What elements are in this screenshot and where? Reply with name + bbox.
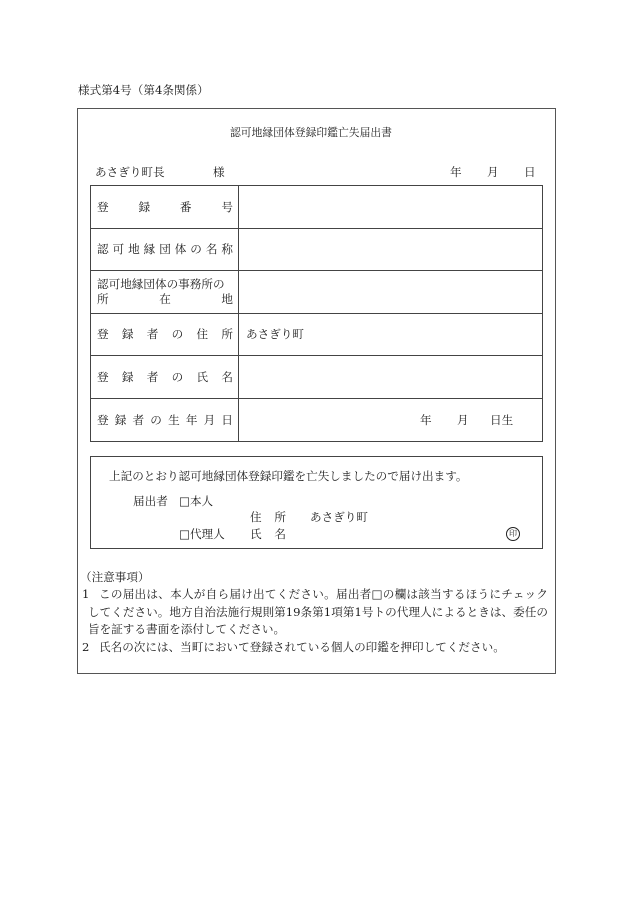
spread-glyph: 地 [221,292,233,307]
group-name-label-cell [91,229,239,272]
spread-glyph: 生 [168,412,180,427]
spread-glyph: 日 [221,412,233,427]
office-location-label-line1: 認可地縁団体の事務所の [97,277,225,292]
spread-glyph: 者 [132,412,145,427]
spread-glyph: 地 [128,242,140,257]
spread-glyph: 住 [196,327,209,342]
note-2-line-1: 氏名の次には、当町において登録されている個人の印鑑を押印してください。 [99,640,505,654]
spread-glyph: 所 [97,292,109,307]
spread-glyph: 登 [97,369,109,384]
registration-number-label-cell [91,186,239,229]
birthdate-month-label: 月 [457,412,469,427]
spread-glyph: 所 [274,510,286,524]
registrant-address-value: あさぎり町 [246,327,304,342]
declaration-box [90,456,543,549]
spread-glyph: 氏 [250,527,262,541]
note-1-number: 1 [82,587,90,601]
spread-glyph: 録 [121,327,134,342]
registration-number-value [239,186,542,229]
note-1-line-1: この届出は、本人が自ら届け出てください。届出者□の欄は該当するほうにチェック [99,587,548,601]
spread-glyph: 住 [250,510,262,524]
spread-glyph: 号 [221,199,233,214]
spread-glyph: 名 [274,527,286,541]
registrant-name-label [97,370,233,384]
spread-glyph: の [150,412,162,427]
group-name-value [239,229,542,272]
note-1-line-2: してください。地方自治法施行規則第19条第1項第1号トの代理人によるときは、委任の [88,605,548,619]
date-month-label: 月 [487,165,499,179]
spread-glyph: 名 [221,369,233,384]
spread-glyph: 氏 [196,369,209,384]
seal-mark: 印 [506,527,520,541]
registrant-address-label [97,327,233,341]
registrant-address-value-cell [239,314,542,357]
address-value: あさぎり町 [310,510,368,524]
option-agent-checkbox: □代理人 [179,527,225,541]
registrant-name-value [239,356,542,399]
birthdate-year-label: 年 [420,412,432,427]
spread-glyph: 月 [203,412,216,427]
note-2-number: 2 [82,640,90,654]
registrant-birthdate-label [97,413,233,427]
date-year-label: 年 [450,165,462,179]
registration-table [90,185,543,442]
addressee: あさぎり町長 [95,165,165,179]
office-location-value [239,271,542,314]
spread-glyph: 録 [121,369,134,384]
spread-glyph: 録 [114,412,127,427]
registrant-birthdate-value-cell [239,399,542,442]
addressee-honorific: 様 [213,165,225,179]
registrant-birthdate-label-cell [91,399,239,442]
spread-glyph: 縁 [143,242,156,257]
spread-glyph: 登 [97,327,109,342]
spread-glyph: の [190,242,202,257]
address-label-text [250,510,286,524]
spread-glyph: 者 [146,327,159,342]
spread-glyph: 称 [221,242,233,257]
office-location-label-line2 [97,292,233,306]
spread-glyph: 団 [159,242,171,257]
spread-glyph: 登 [97,412,109,427]
form-number: 様式第4号（第4条関係） [78,83,209,97]
spread-glyph: 名 [205,242,218,257]
spread-glyph: 録 [138,199,151,214]
notes-heading: （注意事項） [80,570,150,584]
spread-glyph: 体 [174,242,187,257]
form-title: 認可地縁団体登録印鑑亡失届出書 [230,126,392,139]
applicant-label: 届出者 [133,494,168,508]
spread-glyph: 者 [146,369,159,384]
spread-glyph: 可 [112,242,125,257]
registration-number-label [97,200,233,214]
spread-glyph: 番 [179,199,192,214]
spread-glyph: の [171,369,184,384]
office-location-label-cell [91,271,239,314]
spread-glyph: の [171,327,184,342]
registrant-name-label-cell [91,356,239,399]
spread-glyph: 年 [185,412,198,427]
spread-glyph: 在 [159,292,171,307]
date-day-label: 日 [524,165,536,179]
spread-glyph: 認 [97,242,109,257]
birthdate-day-label: 日生 [490,412,514,427]
address-label [250,510,286,524]
declaration-statement: 上記のとおり認可地縁団体登録印鑑を亡失しましたので届け出ます。 [109,469,468,483]
spread-glyph: 登 [97,199,109,214]
name-label-text [250,527,286,541]
option-self-checkbox: □本人 [179,494,214,508]
note-1-line-3: 旨を証する書面を添付してください。 [88,622,286,636]
registrant-address-label-cell [91,314,239,357]
group-name-label [97,242,233,256]
name-label [250,527,286,541]
spread-glyph: 所 [221,327,233,342]
